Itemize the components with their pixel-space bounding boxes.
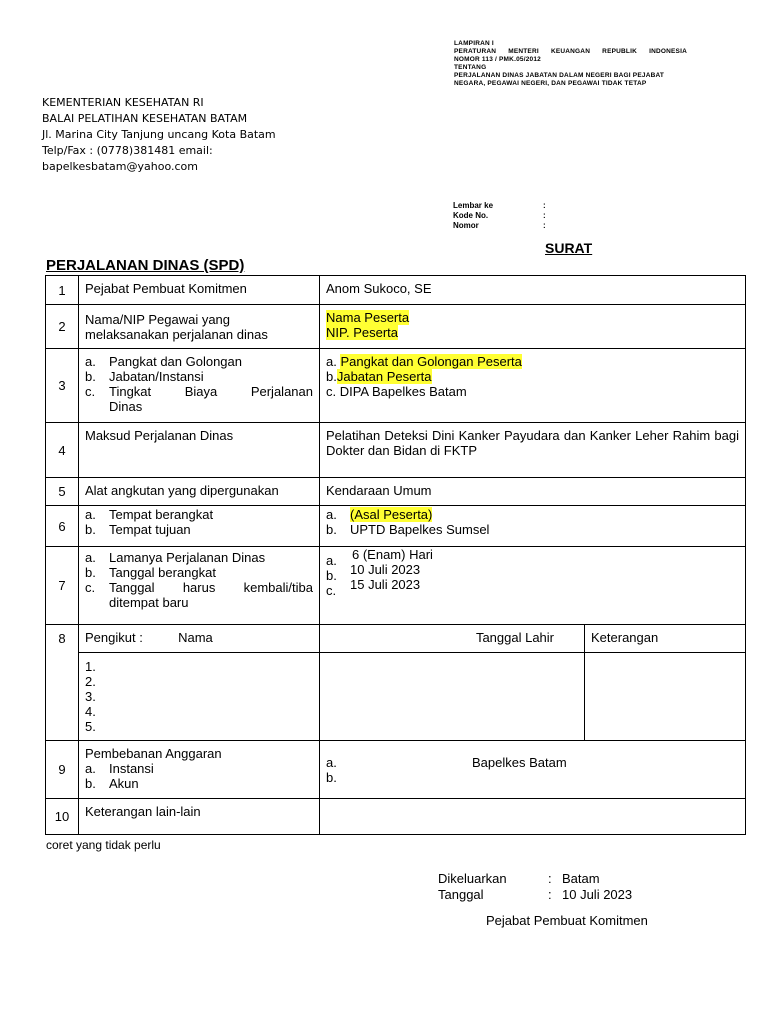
letterhead-line: KEMENTERIAN KESEHATAN RI	[42, 96, 204, 109]
meta-row	[453, 201, 546, 211]
list-text: Tempat berangkat	[109, 507, 214, 522]
row-number: 1	[46, 276, 79, 305]
list-text: Instansi	[109, 761, 154, 776]
list-marker: b.	[326, 522, 337, 537]
row-number: 8	[46, 625, 79, 741]
list-text: Pembebanan Anggaran	[85, 746, 222, 761]
row-label	[79, 349, 320, 423]
row-number: 4	[46, 423, 79, 478]
row-value: Pelatihan Deteksi Dini Kanker Payudara dan Kanker Leher Rahim bagi Dokter dan Bidan di FKTP	[320, 423, 746, 478]
list-item: 5.	[85, 719, 96, 734]
list-item: 1.	[85, 659, 96, 674]
row-number: 3	[46, 349, 79, 423]
lama-perjalanan: 6 (Enam) Hari	[352, 547, 433, 562]
list-marker: a.	[85, 507, 96, 522]
list-marker: b.	[85, 776, 96, 791]
list-marker: a.	[326, 754, 337, 770]
list-marker: b.	[326, 568, 337, 583]
table-row	[46, 478, 746, 506]
row-value	[320, 741, 746, 799]
row-label	[79, 741, 320, 799]
document-meta	[453, 201, 546, 231]
meta-colon: :	[543, 221, 546, 230]
letterhead-line: Telp/Fax : (0778)381481 email:	[42, 144, 213, 157]
table-row	[46, 799, 746, 835]
list-text: UPTD Bapelkes Sumsel	[350, 522, 490, 537]
row-value	[320, 547, 746, 625]
list-marker: a.	[85, 354, 96, 369]
list-marker: c.	[85, 384, 96, 399]
lampiran-word: REPUBLIK	[602, 48, 637, 55]
keterangan-cell	[585, 653, 746, 741]
table-row	[46, 305, 746, 349]
meta-colon: :	[543, 211, 546, 220]
list-text: Tanggal harus kembali/tiba ditempat baru	[109, 580, 313, 610]
table-row	[46, 423, 746, 478]
tanggal-kembali: 15 Juli 2023	[350, 577, 421, 592]
jabatan-peserta: Jabatan Peserta	[336, 369, 432, 384]
list-text: Jabatan/Instansi	[109, 369, 204, 384]
nama-header: Nama	[178, 630, 213, 645]
table-row	[46, 741, 746, 799]
row-label: Keterangan lain-lain	[79, 799, 320, 835]
meta-label: Kode No.	[453, 211, 489, 220]
colon: :	[548, 871, 552, 886]
letterhead-email: bapelkesbatam@yahoo.com	[42, 160, 198, 173]
lampiran-line: TENTANG	[454, 64, 487, 71]
list-marker: a.	[85, 761, 96, 776]
instansi-value: Bapelkes Batam	[472, 754, 567, 770]
list-marker: b.	[85, 565, 96, 580]
table-row	[46, 547, 746, 625]
pengikut-list	[79, 653, 320, 741]
list-item: 3.	[85, 689, 96, 704]
row-value	[320, 799, 746, 835]
lampiran-header	[454, 40, 704, 88]
list-text: Tempat tujuan	[109, 522, 191, 537]
list-text: Tingkat Biaya Perjalanan Dinas	[109, 384, 313, 414]
footnote: coret yang tidak perlu	[46, 838, 161, 852]
row-value: Anom Sukoco, SE	[320, 276, 746, 305]
meta-label: Nomor	[453, 221, 479, 230]
meta-label: Lembar ke	[453, 201, 494, 210]
row-value: Kendaraan Umum	[320, 478, 746, 506]
row-label: Pejabat Pembuat Komitmen	[79, 276, 320, 305]
letterhead-line: BALAI PELATIHAN KESEHATAN BATAM	[42, 112, 248, 125]
lampiran-word: KEUANGAN	[550, 48, 591, 55]
value-marker: b.	[326, 369, 337, 384]
row-value	[320, 349, 746, 423]
list-marker: a.	[326, 507, 337, 522]
lampiran-regulation	[454, 48, 687, 56]
row-number: 6	[46, 506, 79, 547]
meta-colon: :	[543, 201, 546, 210]
issued-block	[438, 871, 632, 903]
title-surat: SURAT	[545, 240, 593, 256]
keterangan-header: Keterangan	[585, 625, 746, 653]
row-value	[320, 305, 746, 349]
row-label: Maksud Perjalanan Dinas	[79, 423, 320, 478]
issued-row	[438, 887, 632, 903]
list-text: Akun	[109, 776, 139, 791]
nama-peserta: Nama Peserta	[326, 310, 410, 325]
table-row	[46, 625, 746, 653]
pengikut-label: Pengikut :	[85, 630, 143, 645]
row-number: 5	[46, 478, 79, 506]
tanggal-label: Tanggal	[438, 887, 484, 902]
list-marker: c.	[326, 583, 337, 598]
dikeluarkan-value: Batam	[562, 871, 600, 886]
list-text: Pangkat dan Golongan	[109, 354, 242, 369]
letterhead-line: Jl. Marina City Tanjung uncang Kota Batam	[42, 128, 276, 141]
nip-peserta: NIP. Peserta	[326, 325, 399, 340]
row-value-text: c. DIPA Bapelkes Batam	[326, 384, 467, 399]
table-row	[46, 653, 746, 741]
asal-peserta: (Asal Peserta)	[350, 507, 433, 522]
spd-table	[45, 275, 746, 835]
row-number: 2	[46, 305, 79, 349]
table-row	[46, 349, 746, 423]
signatory-title: Pejabat Pembuat Komitmen	[486, 913, 648, 928]
list-marker: b.	[85, 522, 96, 537]
list-marker: b.	[326, 769, 337, 785]
list-marker: a.	[85, 550, 96, 565]
list-item: 4.	[85, 704, 96, 719]
row-number: 9	[46, 741, 79, 799]
table-row	[46, 506, 746, 547]
lampiran-line: NOMOR 113 / PMK.05/2012	[454, 56, 541, 63]
issued-row	[438, 871, 632, 887]
tanggal-lahir-header: Tanggal Lahir	[320, 625, 585, 653]
pengikut-header	[79, 625, 320, 653]
value-marker: a.	[326, 354, 341, 369]
row-value	[320, 506, 746, 547]
list-text: Tanggal berangkat	[109, 565, 216, 580]
table-row	[46, 276, 746, 305]
list-marker: b.	[85, 369, 96, 384]
meta-row	[453, 211, 546, 221]
lampiran-line: PERJALANAN DINAS JABATAN DALAM NEGERI BAGI PEJABAT	[454, 72, 665, 79]
list-item: 2.	[85, 674, 96, 689]
lampiran-word: INDONESIA	[649, 48, 687, 55]
tanggal-berangkat: 10 Juli 2023	[350, 562, 421, 577]
row-label: Alat angkutan yang dipergunakan	[79, 478, 320, 506]
tanggal-lahir-cell	[320, 653, 585, 741]
list-text: Lamanya Perjalanan Dinas	[109, 550, 266, 565]
row-label	[79, 547, 320, 625]
list-marker: a.	[326, 553, 337, 568]
meta-row	[453, 221, 546, 231]
list-marker: c.	[85, 580, 96, 595]
tanggal-value: 10 Juli 2023	[562, 887, 633, 902]
lampiran-word: PERATURAN	[454, 48, 497, 55]
lampiran-line: LAMPIRAN I	[454, 40, 494, 47]
letterhead	[42, 95, 276, 175]
dikeluarkan-label: Dikeluarkan	[438, 871, 507, 886]
colon: :	[548, 887, 552, 902]
lampiran-line: NEGARA, PEGAWAI NEGERI, DAN PEGAWAI TIDAK TETAP	[454, 80, 647, 87]
row-label: Nama/NIP Pegawai yang melaksanakan perjalanan dinas	[79, 305, 320, 349]
row-label	[79, 506, 320, 547]
title-spd: PERJALANAN DINAS (SPD)	[46, 257, 245, 274]
row-number: 10	[46, 799, 79, 835]
pangkat-peserta: Pangkat dan Golongan Peserta	[340, 354, 522, 369]
row-number: 7	[46, 547, 79, 625]
lampiran-word: MENTERI	[508, 48, 539, 55]
